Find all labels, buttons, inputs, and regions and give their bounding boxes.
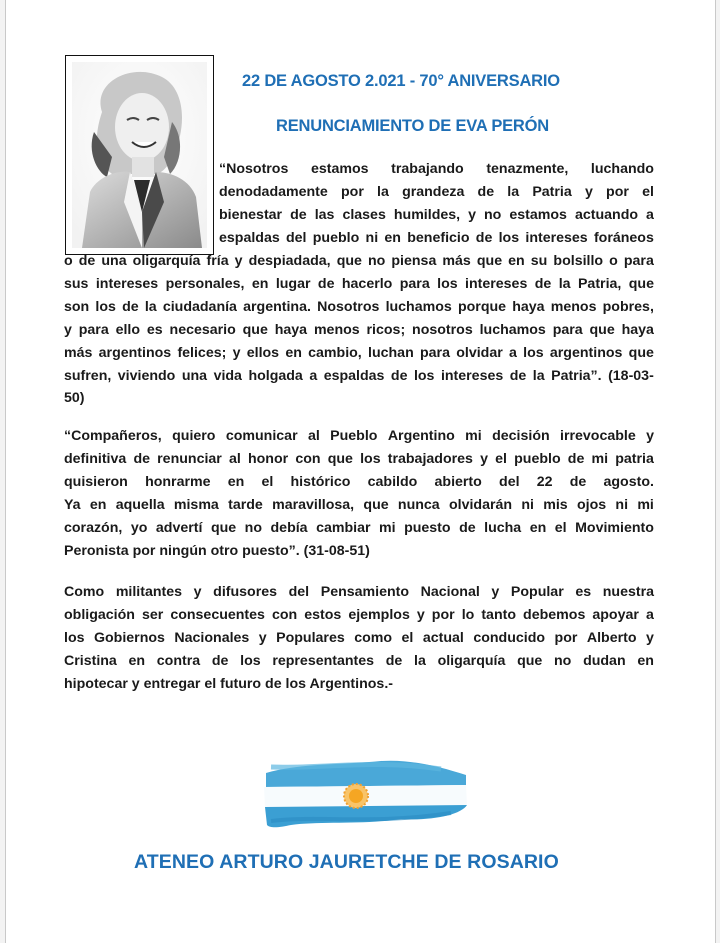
word: renunciar xyxy=(157,450,222,467)
word: más xyxy=(442,253,471,269)
word: menos xyxy=(550,298,597,315)
word: el xyxy=(554,519,567,536)
word: Popular xyxy=(510,584,564,600)
word: consecuentes xyxy=(170,606,265,623)
word: luchando xyxy=(590,161,654,177)
word: al xyxy=(307,428,320,444)
word: cambio, xyxy=(308,344,362,361)
word: a xyxy=(309,367,318,384)
word: o xyxy=(609,253,618,269)
word: es xyxy=(146,321,163,338)
word: que xyxy=(628,275,654,292)
word: que xyxy=(517,652,543,669)
word: trabajadores xyxy=(387,450,473,467)
word: de xyxy=(475,229,493,246)
word: definitiva xyxy=(64,450,127,467)
word: intereses xyxy=(465,275,528,292)
word: menos xyxy=(313,321,360,338)
word: en xyxy=(128,652,146,669)
word: con xyxy=(271,606,298,623)
word: obligación xyxy=(64,606,135,623)
word: oligarquía xyxy=(132,253,201,269)
argentina-flag-icon xyxy=(261,755,471,835)
word: aquella xyxy=(115,496,165,513)
word: y xyxy=(416,606,425,623)
word: espaldas xyxy=(323,367,385,384)
word: ricos; xyxy=(366,321,406,338)
word: cabildo xyxy=(367,473,418,490)
word: nosotros xyxy=(412,321,473,338)
word: del xyxy=(288,584,310,600)
word: sufren, xyxy=(64,367,112,384)
closing-line: hipotecar y entregar el futuro de los Argentinos.- xyxy=(64,675,393,692)
word: honrarme xyxy=(145,473,211,490)
word: apoyar xyxy=(592,606,639,623)
document-title: 22 DE AGOSTO 2.021 - 70° ANIVERSARIO xyxy=(242,72,560,90)
word: no xyxy=(367,253,386,269)
word: tarde xyxy=(228,496,263,513)
word: quiero xyxy=(172,428,216,444)
word: luchan xyxy=(368,344,414,361)
word: cambiar xyxy=(316,519,371,536)
quote-1-line xyxy=(219,181,654,204)
word: los xyxy=(64,629,85,646)
closing-line xyxy=(64,604,654,627)
word: ni xyxy=(615,496,629,513)
closing-line xyxy=(64,581,654,604)
word: tanto xyxy=(481,606,517,623)
word: para xyxy=(78,321,109,338)
word: pueblo xyxy=(514,450,561,467)
word: clases xyxy=(342,206,386,223)
word: ejemplos xyxy=(348,606,410,623)
word: intereses xyxy=(95,275,159,292)
organization-signature: ATENEO ARTURO JAURETCHE DE ROSARIO xyxy=(134,851,559,873)
word: actual xyxy=(422,629,464,646)
word: de xyxy=(385,652,403,669)
word: Alberto xyxy=(586,629,637,646)
word: la xyxy=(532,367,545,384)
word: y xyxy=(193,584,202,600)
word: yo xyxy=(130,519,148,536)
word: vida xyxy=(213,367,242,384)
word: advertí xyxy=(155,519,203,536)
word: y xyxy=(258,629,267,646)
sun-of-may-icon xyxy=(344,784,368,808)
word: y xyxy=(234,253,243,269)
quote-2-line: Peronista por ningún otro puesto”. (31-08-51) xyxy=(64,542,370,559)
word: olvidar xyxy=(456,344,503,361)
word: una xyxy=(101,253,127,269)
word: los xyxy=(240,652,261,669)
word: las xyxy=(314,206,335,223)
word: Nacional xyxy=(420,584,480,600)
word: actuando xyxy=(574,206,639,223)
word: de xyxy=(78,253,96,269)
quote-1-line xyxy=(64,342,654,365)
word: histórico xyxy=(290,473,351,490)
word: ojos xyxy=(576,496,607,513)
word: estos xyxy=(304,606,342,623)
word: Ya xyxy=(64,496,81,513)
word: es xyxy=(575,584,592,600)
word: luchamos xyxy=(479,321,546,338)
word: son xyxy=(64,298,90,315)
word: viviendo xyxy=(117,367,176,384)
word: foráneos xyxy=(593,229,654,246)
word: no xyxy=(554,652,572,669)
word: de xyxy=(211,652,229,669)
word: contra xyxy=(156,652,201,669)
word: humildes, xyxy=(393,206,461,223)
quote-2-text xyxy=(64,425,654,562)
word: que xyxy=(476,253,503,269)
word: mi xyxy=(465,428,482,444)
word: fría xyxy=(206,253,229,269)
word: no xyxy=(244,519,263,536)
word: de xyxy=(567,450,585,467)
word: (18-03- xyxy=(608,367,654,384)
word: pobres, xyxy=(602,298,654,315)
word: no xyxy=(484,206,502,223)
word: por xyxy=(554,629,578,646)
word: la xyxy=(558,275,571,292)
word: decisión xyxy=(492,428,550,444)
quote-1-line xyxy=(219,204,654,227)
word: trabajando xyxy=(391,161,464,177)
word: mi xyxy=(379,519,396,536)
word: haya xyxy=(621,321,654,338)
word: luchamos xyxy=(385,298,452,315)
quote-1-date: 50) xyxy=(64,390,85,407)
word: mi xyxy=(591,450,609,467)
word: por xyxy=(431,606,455,623)
word: corazón, xyxy=(64,519,123,536)
word: mi xyxy=(637,496,654,513)
word: holgada xyxy=(248,367,303,384)
word: personales, xyxy=(165,275,245,292)
word: bolsillo xyxy=(553,253,604,269)
word: ciudadanía xyxy=(162,298,237,315)
word: para xyxy=(399,275,430,292)
word: argentinos xyxy=(98,344,172,361)
word: nunca xyxy=(397,496,440,513)
word: una xyxy=(181,367,208,384)
word: beneficio xyxy=(407,229,470,246)
quote-2-line xyxy=(64,517,654,540)
closing-line xyxy=(64,627,654,650)
word: y xyxy=(480,450,488,467)
word: debía xyxy=(270,519,308,536)
word: lucha xyxy=(484,519,522,536)
word: ello xyxy=(115,321,141,338)
word: Gobiernos xyxy=(93,629,165,646)
word: que xyxy=(589,321,615,338)
word: de xyxy=(569,473,587,490)
word: olvidarán xyxy=(448,496,513,513)
word: de xyxy=(459,519,476,536)
word: Nacionales xyxy=(174,629,250,646)
quote-1-line xyxy=(64,296,654,319)
word: espaldas xyxy=(219,229,280,246)
word: hacerlo xyxy=(341,275,393,292)
word: conducido xyxy=(473,629,546,646)
word: haya xyxy=(512,298,545,315)
word: para xyxy=(552,321,583,338)
word: como xyxy=(354,629,393,646)
word: quisieron xyxy=(64,473,128,490)
word: estamos xyxy=(509,206,567,223)
word: los xyxy=(413,367,435,384)
word: la xyxy=(414,652,426,669)
document-page xyxy=(5,0,716,943)
word: y xyxy=(64,321,72,338)
word: Nosotros xyxy=(317,298,380,315)
word: nuestra xyxy=(602,584,654,600)
word: bienestar xyxy=(219,206,283,223)
word: de xyxy=(477,183,495,200)
word: que xyxy=(327,450,353,467)
word: representantes xyxy=(272,652,375,669)
word: agosto. xyxy=(603,473,654,490)
word: los xyxy=(498,229,520,246)
word: en xyxy=(529,519,547,536)
portrait-illustration xyxy=(72,62,207,248)
word: que xyxy=(363,496,389,513)
word: lugar xyxy=(275,275,311,292)
word: ni xyxy=(365,229,379,246)
word: el xyxy=(401,629,414,646)
word: a xyxy=(645,606,654,623)
word: con xyxy=(295,450,321,467)
word: Cristina xyxy=(64,652,117,669)
word: Pensamiento xyxy=(320,584,410,600)
word: necesario xyxy=(169,321,236,338)
word: despiadada, xyxy=(248,253,331,269)
quote-1-line xyxy=(64,250,654,273)
word: en xyxy=(227,473,245,490)
word: intereses xyxy=(525,229,588,246)
word: Patria xyxy=(532,183,572,200)
word: que xyxy=(210,519,237,536)
word: irrevocable xyxy=(560,428,636,444)
word: difusores xyxy=(213,584,278,600)
word: felices; xyxy=(177,344,227,361)
word: lo xyxy=(461,606,475,623)
word: comunicar xyxy=(225,428,298,444)
word: de xyxy=(317,275,335,292)
word: militantes xyxy=(115,584,183,600)
word: porque xyxy=(457,298,507,315)
quote-1-line xyxy=(64,365,654,388)
word: de xyxy=(509,367,527,384)
word: los xyxy=(437,275,458,292)
quote-1-line xyxy=(64,319,654,342)
word: Como xyxy=(64,584,105,600)
word: haya xyxy=(274,321,308,338)
word: a xyxy=(509,344,517,361)
word: y xyxy=(646,428,654,444)
word: tenazmente, xyxy=(486,161,569,177)
word: ni xyxy=(521,496,534,513)
word: a xyxy=(646,206,654,223)
word: Argentino xyxy=(387,428,455,444)
word: los xyxy=(95,298,116,315)
word: de xyxy=(290,206,307,223)
closing-line xyxy=(64,650,654,673)
quote-1-wrapped-text xyxy=(219,158,654,250)
word: por xyxy=(340,183,364,200)
word: maravillosa, xyxy=(272,496,355,513)
word: en xyxy=(637,652,654,669)
word: y xyxy=(645,629,654,646)
quote-1-line xyxy=(64,273,654,296)
word: puesto xyxy=(404,519,451,536)
word: la xyxy=(507,183,520,200)
word: de xyxy=(133,450,150,467)
word: de xyxy=(390,367,408,384)
word: en xyxy=(251,275,269,292)
word: estamos xyxy=(310,161,369,177)
word: la xyxy=(377,183,389,200)
word: misma xyxy=(173,496,219,513)
word: el xyxy=(495,450,507,467)
word: argentinos xyxy=(549,344,623,361)
quote-2-line xyxy=(64,471,654,494)
word: piensa xyxy=(391,253,437,269)
word: al xyxy=(228,450,241,467)
word: que xyxy=(336,253,362,269)
word: debemos xyxy=(523,606,586,623)
word: para xyxy=(420,344,450,361)
word: el xyxy=(261,473,274,490)
word: que xyxy=(242,321,268,338)
word: los xyxy=(360,450,381,467)
word: intereses xyxy=(440,367,504,384)
quote-1-line xyxy=(219,158,654,181)
word: pueblo xyxy=(312,229,360,246)
word: en xyxy=(508,253,525,269)
word: en xyxy=(384,229,401,246)
word: Pueblo xyxy=(330,428,378,444)
word: Populares xyxy=(276,629,345,646)
word: oligarquía xyxy=(437,652,506,669)
word: dudan xyxy=(583,652,626,669)
word: de xyxy=(534,275,552,292)
word: “Compañeros, xyxy=(64,428,162,444)
word: los xyxy=(523,344,544,361)
word: “Nosotros xyxy=(219,161,289,177)
word: y xyxy=(491,584,500,600)
word: ellos xyxy=(246,344,280,361)
word: abierto xyxy=(434,473,482,490)
quote-2-line xyxy=(64,425,654,448)
word: que xyxy=(628,344,654,361)
quote-1-line xyxy=(219,227,654,250)
word: 22 xyxy=(536,473,553,490)
word: denodadamente xyxy=(219,183,328,200)
word: el xyxy=(642,183,654,200)
word: ser xyxy=(141,606,164,623)
word: grandeza xyxy=(402,183,465,200)
word: en xyxy=(285,344,302,361)
word: de xyxy=(122,298,139,315)
quote-2-line xyxy=(64,448,654,471)
word: la xyxy=(144,298,157,315)
word: su xyxy=(530,253,548,269)
word: sus xyxy=(64,275,89,292)
portrait-photo xyxy=(65,55,214,255)
word: y xyxy=(232,344,241,361)
word: y xyxy=(584,183,593,200)
word: o xyxy=(64,253,73,269)
word: honor xyxy=(247,450,289,467)
word: del xyxy=(499,473,520,490)
word: en xyxy=(89,496,107,513)
word: patria xyxy=(615,450,654,467)
closing-paragraph xyxy=(64,581,654,696)
quote-2-line xyxy=(64,494,654,517)
word: y xyxy=(468,206,476,223)
document-subtitle: RENUNCIAMIENTO DE EVA PERÓN xyxy=(276,117,549,135)
word: mis xyxy=(543,496,568,513)
word: del xyxy=(286,229,307,246)
word: por xyxy=(606,183,629,200)
quote-1-text xyxy=(64,250,654,410)
word: para xyxy=(623,253,654,269)
word: Patria, xyxy=(577,275,622,292)
word: argentina. xyxy=(243,298,311,315)
word: Movimiento xyxy=(575,519,654,536)
word: Patria”. xyxy=(551,367,602,384)
word: más xyxy=(64,344,93,361)
